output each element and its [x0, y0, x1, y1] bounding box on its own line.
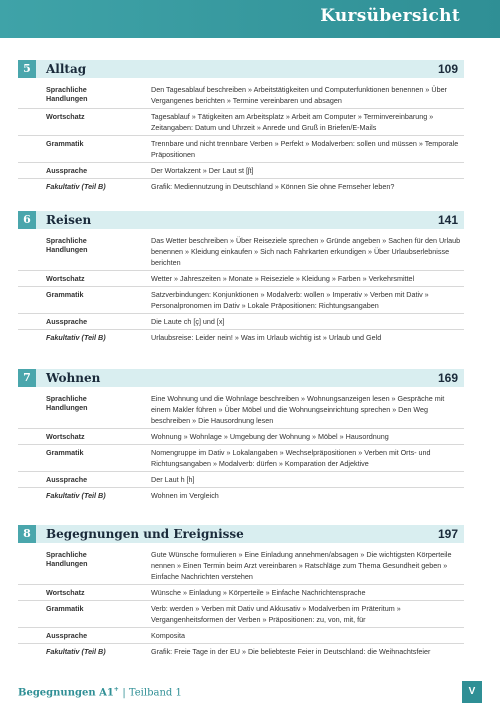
table-row: [18, 163, 464, 179]
row-content: Wohnen im Vergleich: [151, 491, 219, 500]
row-content: Der Wortakzent » Der Laut st [ʃt]: [151, 166, 254, 175]
unit-page-number: 141: [437, 213, 458, 227]
unit-8: [18, 525, 464, 659]
unit-title: Alltag: [46, 62, 87, 76]
row-label-text: Aussprache: [46, 631, 88, 640]
table-row: [18, 488, 464, 503]
unit-title: Wohnen: [46, 371, 101, 385]
row-label: [18, 314, 125, 329]
unit-content-table: [18, 82, 464, 194]
table-row: [18, 287, 464, 314]
footer-book-name: Begegnungen A1: [18, 687, 114, 699]
row-content: Das Wetter beschreiben » Über Reiseziele sprechen » Gründe angeben » Sachen für den Urlaub benennen » Kleidung einkaufen » Sich nach Fahrkarten erkundigen » Über Urlaubserlebnisse berichten: [151, 236, 461, 267]
footer-book-title: [18, 686, 182, 698]
row-label-text: Fakultativ (Teil B): [46, 491, 106, 500]
row-label-text: Aussprache: [46, 475, 88, 484]
table-row: [18, 601, 464, 628]
unit-number: 5: [18, 60, 36, 78]
row-label-text: Grammatik: [46, 139, 84, 148]
row-label: [18, 233, 125, 270]
row-label: [18, 601, 125, 627]
unit-content-table: [18, 391, 464, 503]
row-label-text: Wortschatz: [46, 432, 85, 441]
table-row: [18, 314, 464, 330]
table-row: [18, 391, 464, 429]
unit-title: Begegnungen und Ereignisse: [46, 527, 244, 541]
row-label: [18, 445, 125, 471]
table-row: [18, 179, 464, 194]
row-label: [18, 82, 125, 108]
header-band: [0, 0, 500, 38]
unit-header: [18, 211, 464, 229]
row-content: Verb: werden » Verben mit Dativ und Akkusativ » Modalverben im Präteritum » Vergangenheitsformen der Verben » Präpositionen: zu, von, mit, für: [151, 604, 401, 624]
table-row: [18, 429, 464, 445]
row-content: Trennbare und nicht trennbare Verben » Perfekt » Modalverben: sollen und müssen » Temporale Präpositionen: [151, 139, 459, 159]
unit-content-table: [18, 547, 464, 659]
row-label-text: Fakultativ (Teil B): [46, 182, 106, 191]
row-label: [18, 547, 125, 584]
row-label: [18, 330, 125, 345]
unit-page-number: 169: [437, 371, 458, 385]
unit-number: 6: [18, 211, 36, 229]
unit-number: 8: [18, 525, 36, 543]
row-label: [18, 472, 125, 487]
table-row: [18, 585, 464, 601]
row-content: Grafik: Mediennutzung in Deutschland » Können Sie ohne Fernseher leben?: [151, 182, 395, 191]
unit-content-table: [18, 233, 464, 345]
row-label: [18, 109, 125, 135]
row-label-text: Grammatik: [46, 448, 84, 457]
row-label: [18, 287, 125, 313]
row-label-text: Grammatik: [46, 604, 84, 613]
row-label-text: Fakultativ (Teil B): [46, 647, 106, 656]
unit-page-number: 197: [437, 527, 458, 541]
row-content: Den Tagesablauf beschreiben » Arbeitstätigkeiten und Computerfunktionen benennen » Über Vergangenes berichten » Termine vereinbaren und absagen: [151, 85, 447, 105]
table-row: [18, 445, 464, 472]
row-label-text: Wortschatz: [46, 588, 85, 597]
row-label-text: Aussprache: [46, 166, 88, 175]
row-content: Der Laut h [h]: [151, 475, 195, 484]
unit-number: 7: [18, 369, 36, 387]
row-label: [18, 585, 125, 600]
row-label: [18, 391, 125, 428]
row-label: [18, 644, 125, 659]
row-label-text: Sprachliche Handlungen: [46, 550, 88, 568]
table-row: [18, 628, 464, 644]
footer-part: Teilband 1: [128, 687, 182, 699]
table-row: [18, 136, 464, 163]
row-content: Satzverbindungen: Konjunktionen » Modalverb: wollen » Imperativ » Verben mit Dativ » Personalpronomen im Dativ » Lokale Präpositionen: Richtungsangaben: [151, 290, 429, 310]
unit-header: [18, 60, 464, 78]
table-row: [18, 330, 464, 345]
footer-superscript: +: [113, 686, 119, 693]
row-content: Eine Wohnung und die Wohnlage beschreiben » Wohnungsanzeigen lesen » Gespräche mit einem Makler führen » Über Möbel und die Wohnungseinrichtung sprechen » Den Weg beschreiben » Die Hausordnung lesen: [151, 394, 445, 425]
unit-page-number: 109: [437, 62, 458, 76]
footer-separator: |: [122, 687, 129, 699]
row-label: [18, 271, 125, 286]
row-label-text: Sprachliche Handlungen: [46, 236, 88, 254]
row-label: [18, 488, 125, 503]
page-number: V: [462, 681, 482, 703]
row-label-text: Wortschatz: [46, 112, 85, 121]
row-label: [18, 179, 125, 194]
row-content: Die Laute ch [ç] und [x]: [151, 317, 225, 326]
row-content: Gute Wünsche formulieren » Eine Einladung annehmen/absagen » Die wichtigsten Körperteile nennen » Einen Termin beim Arzt vereinbaren » Ratschläge zum Thema Gesundheit geben » Einfache Nachrichten verstehen: [151, 550, 452, 581]
row-label: [18, 163, 125, 178]
row-content: Wünsche » Einladung » Körperteile » Einfache Nachrichtensprache: [151, 588, 366, 597]
unit-title: Reisen: [46, 213, 92, 227]
unit-5: [18, 60, 464, 194]
row-label-text: Aussprache: [46, 317, 88, 326]
row-content: Nomengruppe im Dativ » Lokalangaben » Wechselpräpositionen » Verben mit Orts- und Richtungsangaben » Modalverb: dürfen » Komparation der Adjektive: [151, 448, 431, 468]
footer: [0, 678, 500, 707]
row-content: Komposita: [151, 631, 185, 640]
row-label: [18, 628, 125, 643]
row-label-text: Sprachliche Handlungen: [46, 85, 88, 103]
row-content: Tagesablauf » Tätigkeiten am Arbeitsplatz » Arbeit am Computer » Terminvereinbarung » Zeitangaben: Datum und Uhrzeit » Anrede und Gruß in Briefen/E-Mails: [151, 112, 434, 132]
unit-7: [18, 369, 464, 503]
row-content: Urlaubsreise: Leider nein! » Was im Urlaub wichtig ist » Urlaub und Geld: [151, 333, 382, 342]
row-label-text: Wortschatz: [46, 274, 85, 283]
table-row: [18, 233, 464, 271]
table-row: [18, 644, 464, 659]
table-row: [18, 547, 464, 585]
row-content: Wohnung » Wohnlage » Umgebung der Wohnung » Möbel » Hausordnung: [151, 432, 389, 441]
unit-header: [18, 369, 464, 387]
table-row: [18, 82, 464, 109]
unit-header: [18, 525, 464, 543]
row-label: [18, 429, 125, 444]
row-label-text: Sprachliche Handlungen: [46, 394, 88, 412]
row-label-text: Grammatik: [46, 290, 84, 299]
page-title: Kursübersicht: [320, 6, 460, 26]
row-label: [18, 136, 125, 162]
row-content: Wetter » Jahreszeiten » Monate » Reiseziele » Kleidung » Farben » Verkehrsmittel: [151, 274, 415, 283]
table-row: [18, 109, 464, 136]
row-content: Grafik: Freie Tage in der EU » Die beliebteste Feier in Deutschland: die Weihnachtsfeier: [151, 647, 431, 656]
row-label-text: Fakultativ (Teil B): [46, 333, 106, 342]
table-row: [18, 472, 464, 488]
unit-6: [18, 211, 464, 345]
table-row: [18, 271, 464, 287]
